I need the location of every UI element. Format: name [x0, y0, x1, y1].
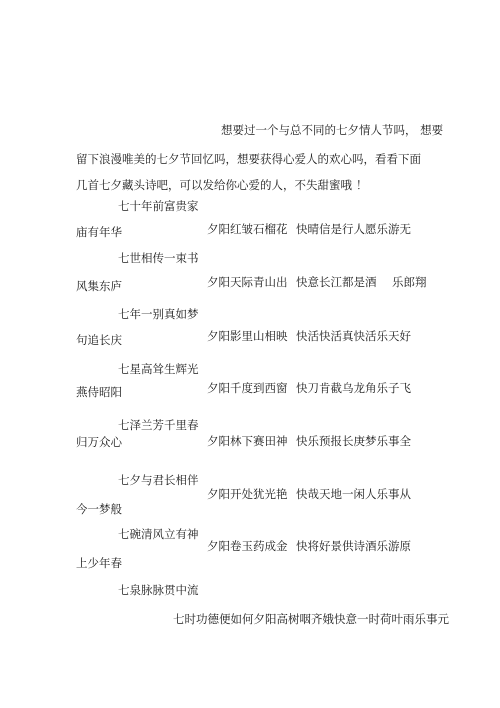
poem-right-line: 快晴信是行人愿乐游无: [296, 222, 411, 236]
poem-tail-line: 今一梦般: [76, 502, 122, 516]
poem-tail-line: 上少年春: [76, 556, 122, 570]
poem-tail-line: 风集东庐: [76, 279, 122, 293]
intro-line-1: 想要过一个与总不同的七夕情人节吗， 想要: [221, 123, 444, 137]
poem-tail-line: 庙有年华: [76, 225, 122, 239]
poem-mid-line: 夕阳红皱石榴花: [207, 222, 288, 236]
poem-mid-line: 夕阳林下赛田神: [207, 434, 288, 448]
poem-head-line: 七星高耸生辉光: [118, 362, 199, 376]
poem-head-line: 七泉脉脉贯中流: [118, 583, 199, 597]
poem-mid-line: 夕阳天际青山出: [207, 275, 288, 289]
final-line: 七时功德便如何夕阳高树咽齐娥快意一时荷叶雨乐事元: [173, 612, 449, 626]
poem-right-line: 快将好景供诗酒乐游原: [296, 539, 411, 553]
poem-right-line: 快意长江都是酒: [296, 275, 377, 289]
poem-head-line: 七十年前富贵家: [118, 199, 199, 213]
poem-mid-line: 夕阳开处犹光艳: [207, 487, 288, 501]
poem-right-line: 快刀肯截乌龙角乐子飞: [296, 381, 411, 395]
intro-line-3-end: ！: [356, 178, 368, 192]
poem-head-line: 七碗清风立有神: [118, 527, 199, 541]
poem-tail-line: 燕侍昭阳: [76, 385, 122, 399]
intro-line-3: 几首七夕藏头诗吧，可以发给你心爱的人，不失甜蜜哦: [76, 178, 352, 192]
poem-right-line-end: 乐郎翔: [392, 275, 427, 289]
poem-head-line: 七夕与君长相伴: [118, 473, 199, 487]
poem-head-line: 七年一别真如梦: [118, 307, 199, 321]
poem-right-line: 快乐预报长庚梦乐事全: [296, 434, 411, 448]
poem-right-line: 快活快活真快活乐天好: [296, 329, 411, 343]
poem-head-line: 七泽兰芳千里春: [118, 418, 199, 432]
poem-right-line: 快哉天地一闲人乐事从: [296, 487, 411, 501]
poem-head-line: 七世相传一束书: [118, 251, 199, 265]
poem-tail-line: 句追长庆: [76, 333, 122, 347]
poem-mid-line: 夕阳千度到西窗: [207, 381, 288, 395]
poem-mid-line: 夕阳影里山相映: [207, 329, 288, 343]
poem-mid-line: 夕阳卷玉药成金: [207, 539, 288, 553]
intro-line-2: 留下浪漫唯美的七夕节回忆吗，想要获得心爱人的欢心吗，看看下面: [76, 152, 421, 166]
poem-tail-line: 归万众心: [76, 435, 122, 449]
